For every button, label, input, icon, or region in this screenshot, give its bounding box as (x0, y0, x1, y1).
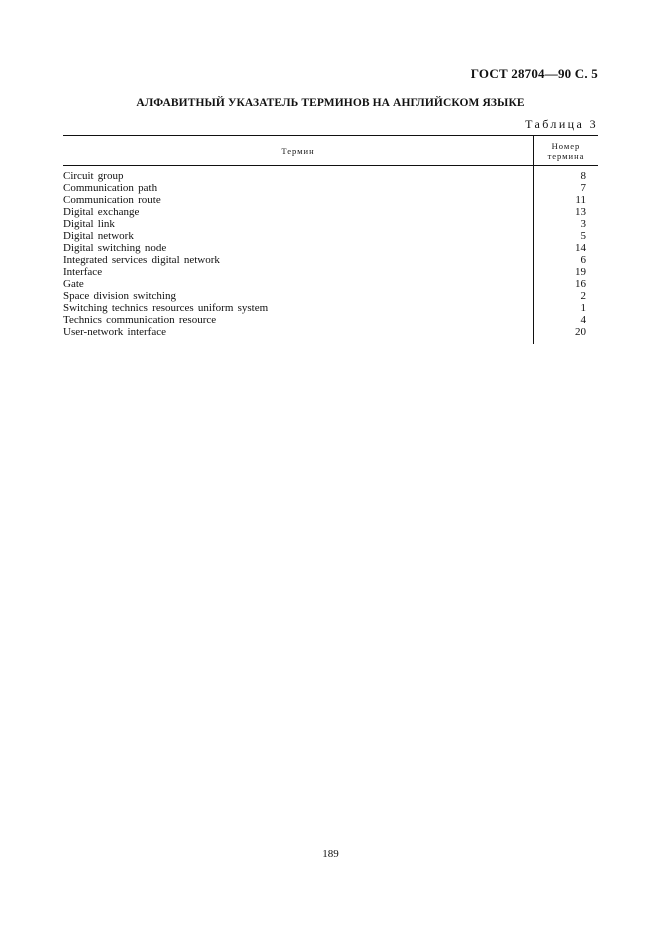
table-row (63, 194, 598, 206)
term-number-cell: 1 (534, 302, 599, 314)
term-number-cell: 3 (534, 218, 599, 230)
term-number-cell: 19 (534, 266, 599, 278)
term-number-cell: 2 (534, 290, 599, 302)
term-number-cell: 7 (534, 182, 599, 194)
table-row (63, 206, 598, 218)
table-row (63, 166, 598, 183)
table-row (63, 326, 598, 344)
table-row (63, 230, 598, 242)
table-row (63, 314, 598, 326)
table-header-row (63, 136, 598, 166)
section-title: АЛФАВИТНЫЙ УКАЗАТЕЛЬ ТЕРМИНОВ НА АНГЛИЙСКОМ ЯЗЫКЕ (136, 97, 525, 109)
document-reference: ГОСТ 28704—90 С. 5 (470, 66, 598, 81)
term-cell: Integrated services digital network (63, 254, 220, 266)
term-cell: Technics communication resource (63, 314, 217, 326)
table-row (63, 242, 598, 254)
table-row (63, 218, 598, 230)
term-number-cell: 11 (534, 194, 599, 206)
table-row (63, 302, 598, 314)
table-label: Таблица 3 (525, 117, 598, 131)
term-cell: Gate (63, 278, 84, 290)
column-header-number (534, 136, 599, 166)
term-number-cell: 14 (534, 242, 599, 254)
term-cell: Digital network (63, 230, 134, 242)
term-number-cell: 13 (534, 206, 599, 218)
table-row (63, 290, 598, 302)
table-row (63, 182, 598, 194)
term-cell: Switching technics resources uniform system (63, 302, 269, 314)
term-cell: Space division switching (63, 290, 176, 302)
term-cell: User-network interface (63, 326, 166, 338)
table-row (63, 266, 598, 278)
term-number-cell: 20 (534, 326, 599, 344)
table-row (63, 254, 598, 266)
table-row (63, 278, 598, 290)
term-cell: Digital exchange (63, 206, 140, 218)
terms-table (63, 135, 598, 344)
term-number-cell: 16 (534, 278, 599, 290)
table-body (63, 166, 598, 345)
term-cell: Circuit group (63, 170, 124, 182)
term-cell: Communication path (63, 182, 158, 194)
term-cell: Digital switching node (63, 242, 167, 254)
column-header-term: Термин (63, 136, 534, 166)
term-number-cell: 8 (534, 166, 599, 183)
term-cell: Digital link (63, 218, 115, 230)
term-number-cell: 6 (534, 254, 599, 266)
page-number: 189 (322, 848, 339, 860)
term-cell: Interface (63, 266, 103, 278)
table-header (63, 136, 598, 166)
term-number-cell: 5 (534, 230, 599, 242)
term-number-cell: 4 (534, 314, 599, 326)
column-header-number-line1: Номер (551, 140, 581, 151)
term-cell: Communication route (63, 194, 161, 206)
column-header-number-line2: термина (547, 150, 585, 161)
